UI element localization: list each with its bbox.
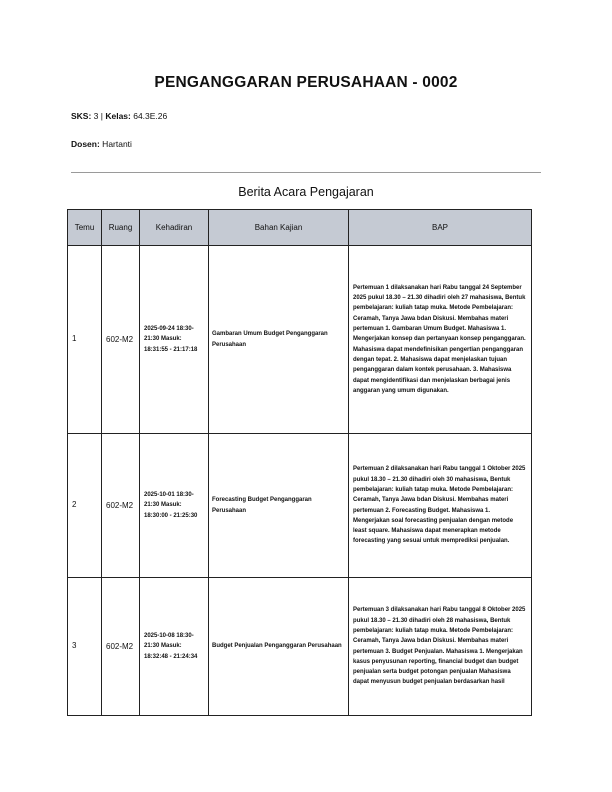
dosen-value: Hartanti [99, 139, 132, 149]
dosen-label: Dosen: [71, 139, 100, 149]
cell-bahan-kajian: Forecasting Budget Penganggaran Perusahaan [209, 434, 349, 578]
table-row [68, 578, 532, 716]
cell-kehadiran: 2025-10-01 18:30-21:30 Masuk: 18:30:00 - 21:25:30 [140, 434, 209, 578]
kelas-label: Kelas: [105, 111, 131, 121]
cell-ruang: 602-M2 [102, 578, 140, 716]
course-info-line [71, 111, 167, 121]
document-title: PENGANGGARAN PERUSAHAAN - 0002 [154, 74, 458, 91]
cell-temu: 2 [68, 434, 102, 578]
cell-bap: Pertemuan 3 dilaksanakan hari Rabu tanggal 8 Oktober 2025 pukul 18.30 – 21.30 dihadiri oleh 28 mahasiswa, Bentuk pembelajaran: kuliah tatap muka. Metode Pembelajaran: Ceramah, Tanya Jawa bdan Diskusi. Membahas materi pertemuan 3. Budget Penjualan. Mahasiswa 1. Mengerjakan kasus penyusunan reporting, financial budget dan budget penjualan serta budget potongan penjualan Mahasiswa dapat menyusun budget penjualan berdasarkan hasil [349, 578, 532, 716]
cell-bap: Pertemuan 1 dilaksanakan hari Rabu tanggal 24 September 2025 pukul 18.30 – 21.30 dihadiri oleh 27 mahasiswa, Bentuk pembelajaran: kuliah tatap muka. Metode Pembelajaran: Ceramah, Tanya Jawa bdan Diskusi. Membahas materi pertemuan 1. Gambaran Umum Budget. Mahasiswa 1. Mengerjakan konsep dan pertanyaan konsep penganggaran. Mahasiswa dapat mendefinisikan pengertian penganggaran dengan tepat. 2. Mahasiswa dapat menjelaskan tujuan penganggaran dalam kontek perusahaan. 3. Mahasiswa dapat mengidentifikasi dan menjelaskan berbagai jenis anggaran yang umum digunakan. [349, 246, 532, 434]
cell-bap: Pertemuan 2 dilaksanakan hari Rabu tanggal 1 Oktober 2025 pukul 18.30 – 21.30 dihadiri oleh 30 mahasiswa, Bentuk pembelajaran: kuliah tatap muka. Metode Pembelajaran: Ceramah, Tanya Jawa bdan Diskusi. Membahas materi pertemuan 2. Forecasting Budget. Mahasiswa 1. Mengerjakan soal forecasting penjualan dengan metode least square. Mahasiswa dapat menerapkan metode forecasting yang sesuai untuk memprediksi penjualan. [349, 434, 532, 578]
cell-kehadiran: 2025-10-08 18:30-21:30 Masuk: 18:32:48 - 21:24:34 [140, 578, 209, 716]
section-title: Berita Acara Pengajaran [238, 185, 374, 199]
column-header-ruang: Ruang [102, 210, 140, 246]
column-header-kehadiran: Kehadiran [140, 210, 209, 246]
cell-temu: 3 [68, 578, 102, 716]
lecturer-info-line [71, 139, 132, 149]
column-header-bap: BAP [349, 210, 532, 246]
cell-temu: 1 [68, 246, 102, 434]
kelas-value: 64.3E.26 [130, 111, 168, 121]
table-header-row [68, 210, 532, 246]
sks-value: 3 | [91, 111, 106, 121]
cell-ruang: 602-M2 [102, 434, 140, 578]
sks-label: SKS: [71, 111, 92, 121]
cell-bahan-kajian: Gambaran Umum Budget Penganggaran Perusahaan [209, 246, 349, 434]
cell-ruang: 602-M2 [102, 246, 140, 434]
column-header-bahan-kajian: Bahan Kajian [209, 210, 349, 246]
cell-kehadiran: 2025-09-24 18:30-21:30 Masuk: 18:31:55 - 21:17:18 [140, 246, 209, 434]
table-row [68, 246, 532, 434]
column-header-temu: Temu [68, 210, 102, 246]
table-row [68, 434, 532, 578]
teaching-report-table [67, 209, 532, 716]
cell-bahan-kajian: Budget Penjualan Penganggaran Perusahaan [209, 578, 349, 716]
divider-line [71, 172, 541, 173]
